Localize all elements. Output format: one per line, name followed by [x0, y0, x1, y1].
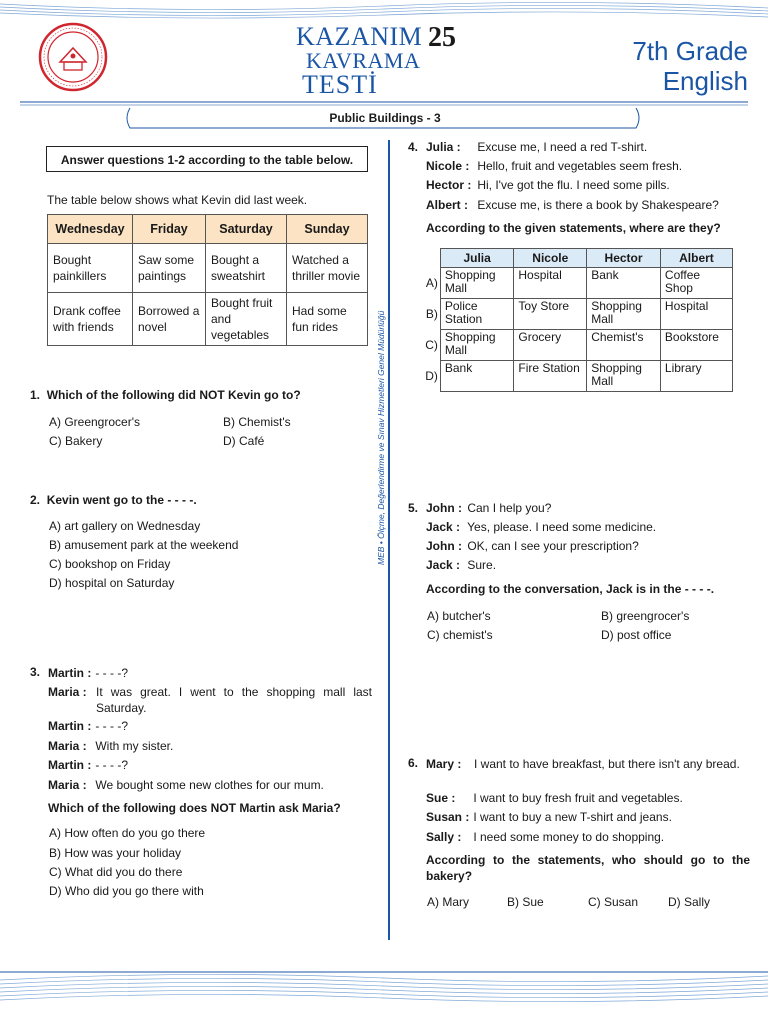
table-header-cell: Julia	[440, 249, 514, 268]
kevin-table	[47, 214, 368, 346]
table-row	[48, 244, 368, 293]
table-cell: Library	[660, 361, 732, 392]
topic-title: Public Buildings - 3	[329, 111, 441, 125]
question-1	[30, 388, 301, 402]
speaker: Maria :	[48, 739, 87, 753]
table-cell: Had some fun rides	[287, 293, 368, 346]
table-cell: Watched a thriller movie	[287, 244, 368, 293]
speaker: Jack :	[426, 558, 461, 572]
option-a[interactable]: A) Mary	[427, 895, 469, 909]
grade-line-1: 7th Grade	[632, 36, 748, 66]
table-cell: Bought fruit and vegetables	[206, 293, 287, 346]
table-cell: Bought painkillers	[48, 244, 133, 293]
table-cell: Drank coffee with friends	[48, 293, 133, 346]
brand-line-2: KAVRAMA	[306, 48, 421, 73]
row-label	[424, 249, 440, 268]
table-cell: Shopping Mall	[587, 361, 661, 392]
dialogue-line	[48, 719, 128, 733]
option-c[interactable]: C) What did you do there	[49, 865, 183, 879]
table-header-row	[48, 215, 368, 244]
question-number: 2.	[30, 493, 41, 507]
dialogue-line	[426, 140, 647, 154]
speaker: John :	[426, 501, 462, 515]
speaker: Martin :	[48, 666, 92, 680]
table-cell: Borrowed a novel	[133, 293, 206, 346]
table-cell: Chemist's	[587, 330, 661, 361]
option-c-row[interactable]	[424, 330, 733, 361]
option-a-row[interactable]	[424, 268, 733, 299]
speaker: Mary :	[426, 757, 462, 771]
row-label: C)	[425, 337, 438, 352]
line-text: I want to buy a new T-shirt and jeans.	[473, 810, 672, 824]
option-d-row[interactable]	[424, 361, 733, 392]
dialogue-line	[426, 830, 664, 844]
line-text: OK, can I see your prescription?	[467, 539, 639, 553]
line-text: - - - -?	[95, 719, 129, 733]
speaker: Sue :	[426, 791, 456, 805]
row-label: D)	[425, 368, 438, 383]
option-d[interactable]: D) hospital on Saturday	[49, 576, 175, 590]
line-text: Can I help you?	[467, 501, 552, 515]
dialogue-line	[426, 178, 670, 192]
line-text: It was great. I went to the shopping mall last Saturday.	[96, 685, 372, 715]
line-text: I want to buy fresh fruit and vegetables.	[473, 791, 683, 805]
speaker: Nicole :	[426, 159, 470, 173]
table-cell: Coffee Shop	[660, 268, 732, 299]
question-text: According to the given statements, where are they?	[426, 221, 721, 235]
question-text: Which of the following does NOT Martin ask Maria?	[48, 801, 341, 815]
dialogue-line	[426, 810, 672, 824]
option-c[interactable]: C) Bakery	[49, 434, 103, 448]
table-cell: Hospital	[660, 299, 732, 330]
table-cell: Bought a sweatshirt	[206, 244, 287, 293]
question-number: 6.	[408, 756, 419, 770]
line-text: With my sister.	[95, 739, 174, 753]
brand-line-3: TESTİ	[302, 70, 378, 99]
speaker: Martin :	[48, 758, 92, 772]
line-text: We bought some new clothes for our mum.	[95, 778, 324, 792]
row-label: A)	[425, 275, 438, 290]
table-header-cell: Wednesday	[48, 215, 133, 244]
ministry-seal-logo	[38, 22, 108, 92]
option-b[interactable]: B) Sue	[507, 895, 544, 909]
dialogue-line	[48, 665, 372, 681]
question-text: According to the statements, who should go to the bakery?	[426, 853, 750, 883]
question-text: Kevin went go to the - - - -.	[46, 493, 197, 507]
table-cell: Bank	[587, 268, 661, 299]
question-number: 4.	[408, 140, 419, 154]
speaker: Jack :	[426, 520, 461, 534]
dialogue-line	[426, 791, 683, 805]
table-intro: The table below shows what Kevin did last week.	[47, 193, 308, 207]
speaker: Hector :	[426, 178, 472, 192]
table-header-cell: Sunday	[287, 215, 368, 244]
question-2	[30, 493, 197, 507]
option-b[interactable]: B) greengrocer's	[601, 609, 690, 623]
dialogue-line	[48, 684, 372, 716]
column-divider	[388, 140, 390, 940]
line-text: - - - -?	[95, 666, 129, 680]
grade-title	[632, 36, 748, 96]
dialogue-line	[48, 758, 128, 772]
table-header-cell: Friday	[133, 215, 206, 244]
instruction-box: Answer questions 1-2 according to the table below.	[46, 146, 368, 172]
dialogue-line	[426, 159, 682, 173]
line-text: Sure.	[467, 558, 497, 572]
line-text: Hi, I've got the flu. I need some pills.	[477, 178, 670, 192]
table-header-cell: Hector	[587, 249, 661, 268]
option-b-row[interactable]	[424, 299, 733, 330]
question-number: 3.	[30, 665, 41, 679]
question-number: 5.	[408, 501, 419, 515]
option-d[interactable]: D) post office	[601, 628, 672, 642]
option-a[interactable]: A) art gallery on Wednesday	[49, 519, 201, 533]
option-c[interactable]: C) bookshop on Friday	[49, 557, 171, 571]
dialogue-line	[48, 778, 324, 792]
table-row	[48, 293, 368, 346]
table-cell: Bookstore	[660, 330, 732, 361]
option-c[interactable]: C) Susan	[588, 895, 639, 909]
grade-line-2: English	[662, 66, 748, 96]
option-a[interactable]: A) Greengrocer's	[49, 415, 140, 429]
speaker: Sally :	[426, 830, 462, 844]
speaker: Maria :	[48, 685, 87, 699]
speaker: Julia :	[426, 140, 461, 154]
line-text: Excuse me, is there a book by Shakespeare?	[477, 198, 719, 212]
dialogue-line	[426, 520, 656, 534]
table-header-cell: Albert	[660, 249, 732, 268]
dialogue-line	[426, 198, 719, 212]
line-text: Hello, fruit and vegetables seem fresh.	[477, 159, 683, 173]
option-a[interactable]: A) butcher's	[427, 609, 491, 623]
brand-line-1: KAZANIM	[296, 22, 423, 51]
dialogue-line	[48, 739, 173, 753]
table-header-cell: Nicole	[514, 249, 587, 268]
table-cell: Hospital	[514, 268, 587, 299]
table-cell: Shopping Mall	[440, 268, 514, 299]
option-d[interactable]: D) Sally	[668, 895, 711, 909]
line-text: Excuse me, I need a red T-shirt.	[477, 140, 648, 154]
line-text: I want to have breakfast, but there isn't any bread.	[474, 757, 740, 771]
test-number: 25	[428, 22, 456, 53]
option-a[interactable]: A) How often do you go there	[49, 826, 206, 840]
question-text: Which of the following did NOT Kevin go to?	[46, 388, 301, 402]
table-cell: Police Station	[440, 299, 514, 330]
speaker: Maria :	[48, 778, 87, 792]
line-text: Yes, please. I need some medicine.	[467, 520, 657, 534]
line-text: - - - -?	[95, 758, 129, 772]
answer-table	[424, 248, 733, 392]
option-b[interactable]: B) Chemist's	[223, 415, 291, 429]
table-cell: Shopping Mall	[587, 299, 661, 330]
speaker: Martin :	[48, 719, 92, 733]
dialogue-line	[426, 501, 551, 515]
table-cell: Toy Store	[514, 299, 587, 330]
line-text: I need some money to do shopping.	[473, 830, 665, 844]
dialogue-line	[426, 539, 639, 553]
dialogue-line	[426, 558, 496, 572]
option-b[interactable]: B) How was your holiday	[49, 846, 182, 860]
table-cell: Grocery	[514, 330, 587, 361]
speaker: Susan :	[426, 810, 470, 824]
table-cell: Shopping Mall	[440, 330, 514, 361]
header-wave	[0, 0, 768, 22]
table-header-cell: Saturday	[206, 215, 287, 244]
option-d[interactable]: D) Who did you go there with	[49, 884, 204, 898]
question-text: According to the conversation, Jack is in the - - - -.	[426, 582, 715, 596]
table-cell: Bank	[440, 361, 514, 392]
dialogue-line	[426, 756, 750, 772]
row-label: B)	[425, 306, 438, 321]
option-d[interactable]: D) Café	[223, 434, 265, 448]
brand-title	[296, 24, 422, 98]
speaker: Albert :	[426, 198, 468, 212]
table-cell: Saw some paintings	[133, 244, 206, 293]
footer-wave	[0, 966, 768, 1024]
table-cell: Fire Station	[514, 361, 587, 392]
table-header-row	[424, 249, 733, 268]
question-number: 1.	[30, 388, 41, 402]
option-b[interactable]: B) amusement park at the weekend	[49, 538, 239, 552]
speaker: John :	[426, 539, 462, 553]
option-c[interactable]: C) chemist's	[427, 628, 493, 642]
